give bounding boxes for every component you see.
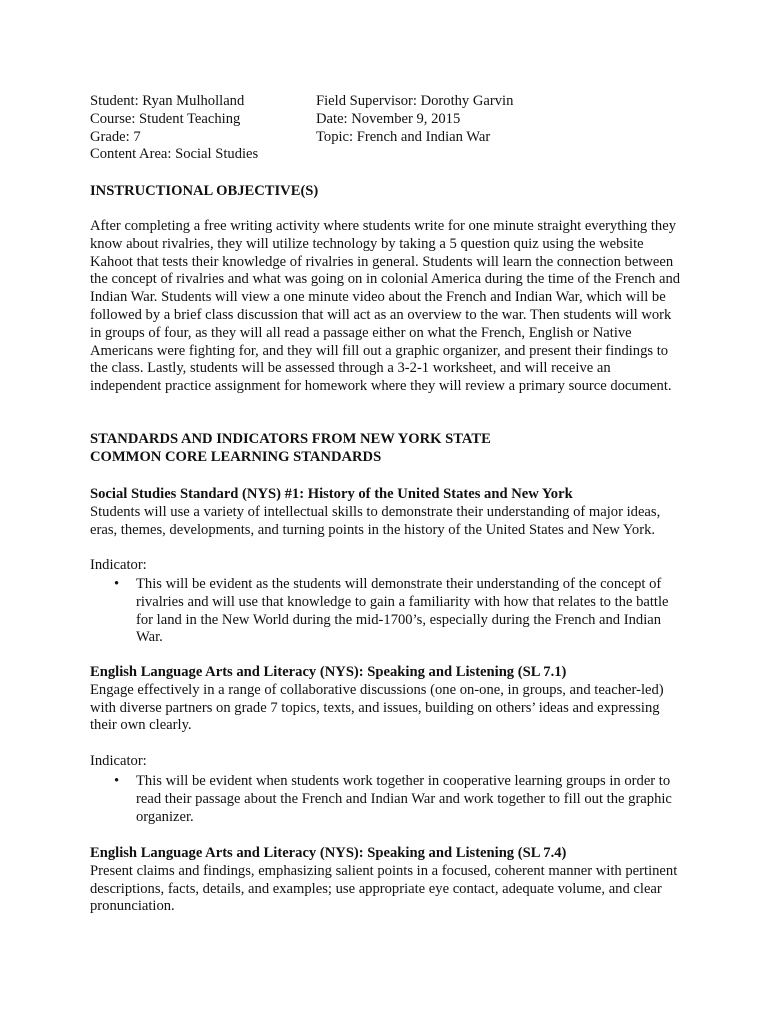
paragraph-line: Students will use a variety of intellectual skills to demonstrate their understanding of major ideas, (90, 503, 661, 520)
bullet-line: rivalries and will use that knowledge to gain a familiarity with how that relates to the battle (136, 593, 669, 610)
paragraph-line: pronunciation. (90, 898, 175, 915)
paragraph-line: the class. Lastly, students will be assessed through a 3-2-1 worksheet, and will receive an (90, 360, 611, 377)
sl71-bullet-text (136, 773, 672, 826)
paragraph-line: After completing a free writing activity where students write for one minute straight everything they (90, 218, 677, 234)
ss1-bullet-text (136, 576, 669, 647)
paragraph-line: descriptions, facts, details, and examples; use appropriate eye contact, adequate volume, and clear (90, 880, 662, 897)
paragraph-line: the concept of rivalries and what was going on in colonial America during the time of the French and (90, 271, 681, 288)
paragraph-line: with diverse partners on grade 7 topics, texts, and issues, building on others’ ideas and expressing (90, 699, 660, 716)
course-line: Course: Student Teaching (90, 110, 241, 127)
header-left (90, 93, 258, 164)
bullet-line: This will be evident when students work together in cooperative learning groups in order to (136, 773, 671, 789)
bullet-line: organizer. (136, 808, 194, 825)
field-supervisor-line: Field Supervisor: Dorothy Garvin (316, 93, 514, 109)
standards-heading (90, 431, 710, 467)
paragraph-line: independent practice assignment for homework where they will review a primary source document. (90, 378, 672, 395)
bullet-line: War. (136, 629, 163, 646)
paragraph-line: Indian War. Students will view a one minute video about the French and Indian War, which will be (90, 289, 666, 306)
paragraph-line: in groups of four, as they will all read a passage either on what the French, English or Native (90, 324, 632, 341)
paragraph-line: Present claims and findings, emphasizing salient points in a focused, coherent manner with pertinent (90, 862, 678, 879)
standards-heading-line2: COMMON CORE LEARNING STANDARDS (90, 448, 382, 465)
ss1-section (90, 486, 710, 539)
objectives-paragraph (90, 218, 710, 396)
bullet-line: read their passage about the French and Indian War and work together to fill out the graphic (136, 790, 672, 807)
ss1-indicator-label: Indicator: (90, 557, 147, 573)
sl71-indicator-label: Indicator: (90, 753, 147, 769)
topic-line: Topic: French and Indian War (316, 128, 491, 145)
sl74-title: English Language Arts and Literacy (NYS): Speaking and Listening (SL 7.4) (90, 845, 567, 861)
paragraph-line: know about rivalries, they will utilize technology by taking a 5 question quiz using the website (90, 235, 644, 252)
objectives-heading: INSTRUCTIONAL OBJECTIVE(S) (90, 183, 319, 199)
sl71-section (90, 664, 710, 735)
standards-heading-line1: STANDARDS AND INDICATORS FROM NEW YORK STATE (90, 431, 491, 447)
ss1-title: Social Studies Standard (NYS) #1: History of the United States and New York (90, 486, 573, 502)
paragraph-line: Engage effectively in a range of collaborative discussions (one on-one, in groups, and teacher-led) (90, 681, 664, 698)
paragraph-line: Kahoot that tests their knowledge of rivalries in general. Students will learn the connection between (90, 253, 674, 270)
paragraph-line: eras, themes, developments, and turning points in the history of the United States and New York. (90, 521, 656, 538)
paragraph-line: Americans were fighting for, and they will fill out a graphic organizer, and present their findings to (90, 342, 669, 359)
student-line: Student: Ryan Mulholland (90, 93, 245, 109)
paragraph-line: followed by a brief class discussion that will act as an overview to the war. Then students will work (90, 306, 672, 323)
bullet-icon: • (114, 576, 120, 592)
date-line: Date: November 9, 2015 (316, 110, 461, 127)
bullet-line: for land in the New World during the mid-1700’s, especially during the French and Indian (136, 611, 662, 628)
sl71-title: English Language Arts and Literacy (NYS): Speaking and Listening (SL 7.1) (90, 664, 567, 680)
content-area-line: Content Area: Social Studies (90, 146, 259, 163)
sl74-section (90, 845, 710, 916)
header-right (316, 93, 513, 146)
bullet-line: This will be evident as the students will demonstrate their understanding of the concept of (136, 576, 662, 592)
bullet-icon: • (114, 773, 120, 789)
paragraph-line: their own clearly. (90, 717, 192, 734)
grade-line: Grade: 7 (90, 128, 141, 145)
